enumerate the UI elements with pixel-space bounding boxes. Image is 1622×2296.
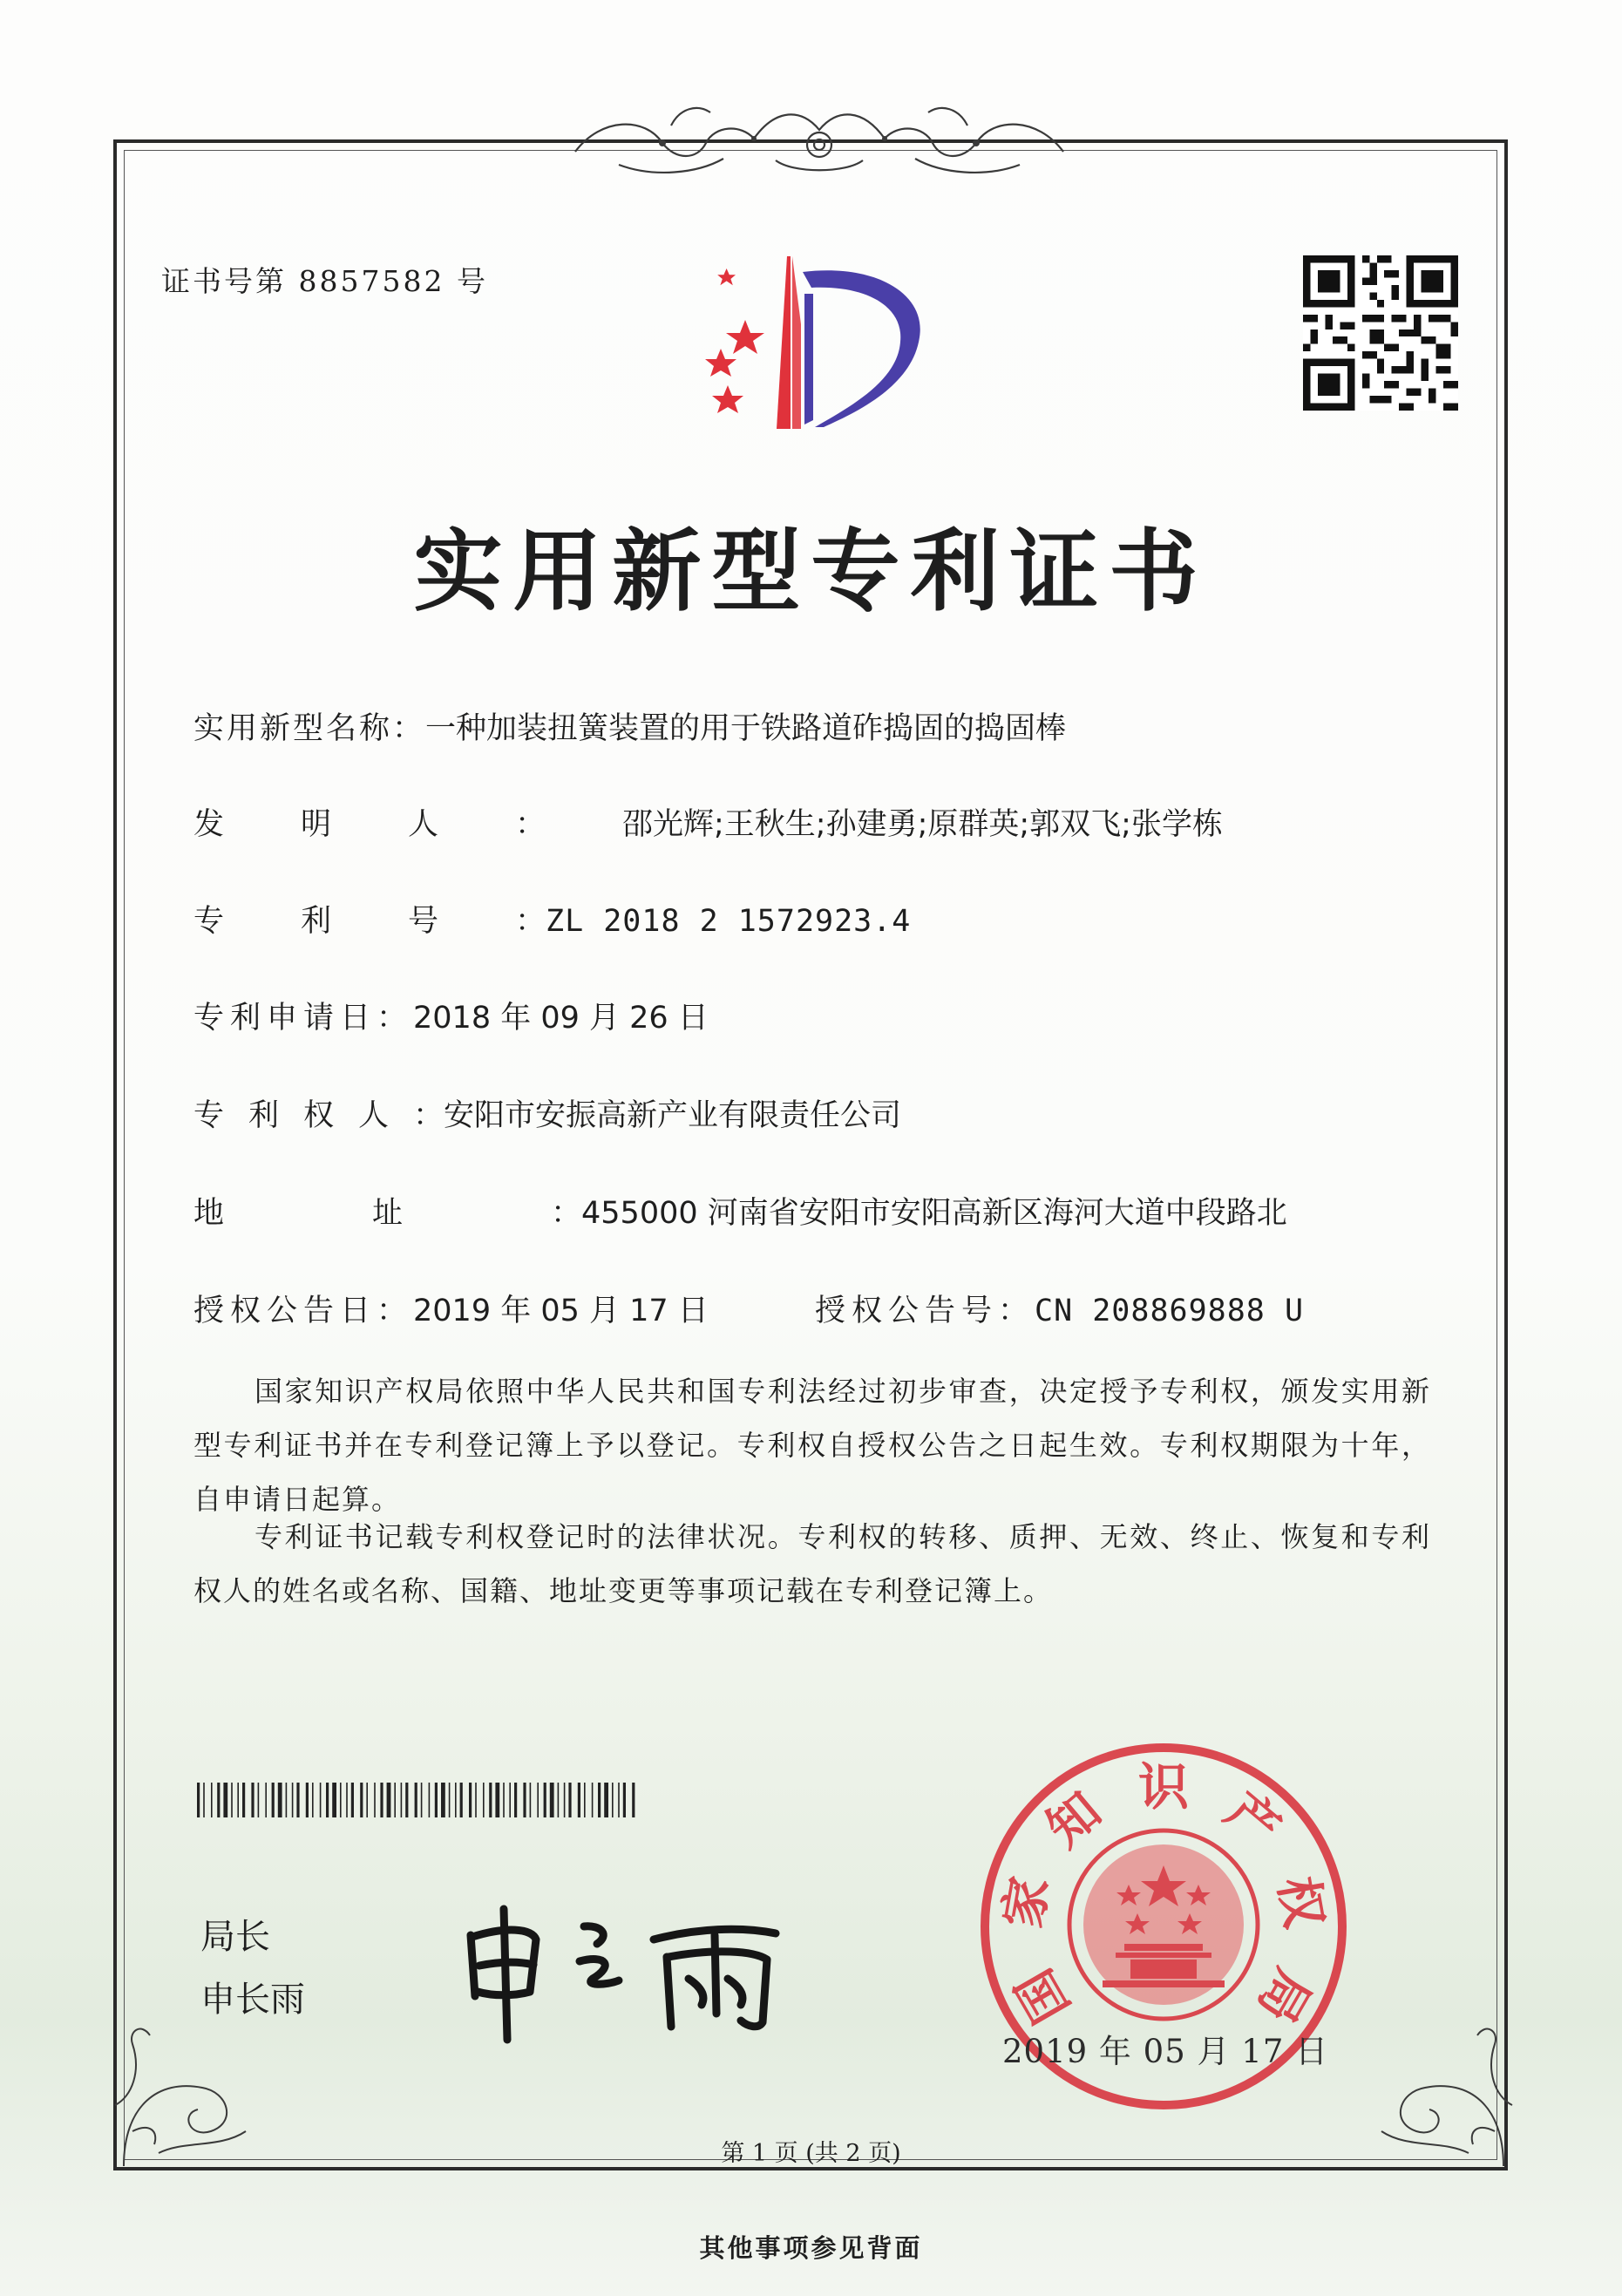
field-value: CN 208869888 U bbox=[1035, 1294, 1305, 1328]
svg-text:家: 家 bbox=[992, 1871, 1060, 1933]
certificate-number-label: 证书号第 bbox=[161, 264, 287, 298]
field-label: 专利号： bbox=[193, 904, 623, 939]
svg-text:权: 权 bbox=[1267, 1871, 1335, 1933]
field-label-text: 发明人： bbox=[193, 807, 623, 842]
director-name: 申长雨 bbox=[200, 1980, 305, 2020]
field-grant-date bbox=[193, 1287, 709, 1330]
field-label: 实用新型名称： bbox=[193, 711, 426, 746]
field-value: 2018 年 09 月 26 日 bbox=[413, 1001, 709, 1036]
barcode bbox=[197, 1783, 637, 1817]
svg-text:识: 识 bbox=[1137, 1757, 1190, 1817]
seal-date: 2019 年 05 月 17 日 bbox=[1002, 2033, 1329, 2070]
field-label bbox=[193, 800, 622, 844]
field-value: ZL 2018 2 1572923.4 bbox=[546, 904, 912, 939]
certificate-number-suffix: 号 bbox=[456, 264, 488, 298]
field-value: 邵光辉;王秋生;孙建勇;原群英;郭双飞;张学栋 bbox=[622, 807, 1223, 842]
top-ornament bbox=[567, 91, 1072, 187]
director-signature bbox=[453, 1874, 819, 2048]
svg-text:国: 国 bbox=[1004, 1959, 1082, 2034]
certificate-number-value: 8857582 bbox=[298, 264, 445, 298]
field-utility-model-name bbox=[193, 704, 1066, 748]
field-value: 455000 河南省安阳市安阳高新区海河大道中段路北 bbox=[581, 1196, 1287, 1231]
field-patent-number bbox=[193, 897, 911, 941]
statement-paragraph-2: 专利证书记载专利权登记时的法律状况。专利权的转移、质押、无效、终止、恢复和专利权人的姓名或名称、国籍、地址变更等事项记载在专利登记簿上。 bbox=[193, 1520, 1431, 1607]
field-patentee bbox=[193, 1091, 901, 1135]
field-label: 授权公告号： bbox=[815, 1294, 1035, 1328]
field-label: 专利权人： bbox=[193, 1098, 469, 1133]
certificate-number bbox=[161, 259, 488, 300]
director-title: 局长 bbox=[200, 1917, 270, 1957]
svg-text:产: 产 bbox=[1214, 1780, 1292, 1859]
field-value: 一种加装扭簧装置的用于铁路道砟捣固的捣固棒 bbox=[425, 711, 1067, 746]
field-label: 地址： bbox=[193, 1196, 730, 1231]
field-address bbox=[193, 1189, 1287, 1233]
cnipa-logo bbox=[693, 246, 946, 442]
page-number: 第 1 页 (共 2 页) bbox=[721, 2140, 901, 2167]
field-value: 2019 年 05 月 17 日 bbox=[413, 1294, 709, 1328]
footer-note: 其他事项参见背面 bbox=[699, 2233, 923, 2263]
field-value: 安阳市安振高新产业有限责任公司 bbox=[444, 1098, 902, 1133]
svg-text:局: 局 bbox=[1245, 1959, 1323, 2034]
statement-paragraph-1: 国家知识产权局依照中华人民共和国专利法经过初步审查，决定授予专利权，颁发实用新型专利证书并在专利登记簿上予以登记。专利权自授权公告之日起生效。专利权期限为十年，自申请日起算。 bbox=[193, 1375, 1431, 1516]
field-label: 授权公告日： bbox=[193, 1294, 414, 1328]
field-inventor bbox=[193, 800, 1223, 844]
field-label: 专利申请日： bbox=[193, 1001, 414, 1036]
field-filing-date bbox=[193, 994, 709, 1037]
qr-code bbox=[1303, 255, 1458, 411]
svg-text:知: 知 bbox=[1035, 1780, 1113, 1859]
field-grant-number bbox=[815, 1287, 1304, 1330]
certificate-title: 实用新型专利证书 bbox=[413, 520, 1209, 624]
